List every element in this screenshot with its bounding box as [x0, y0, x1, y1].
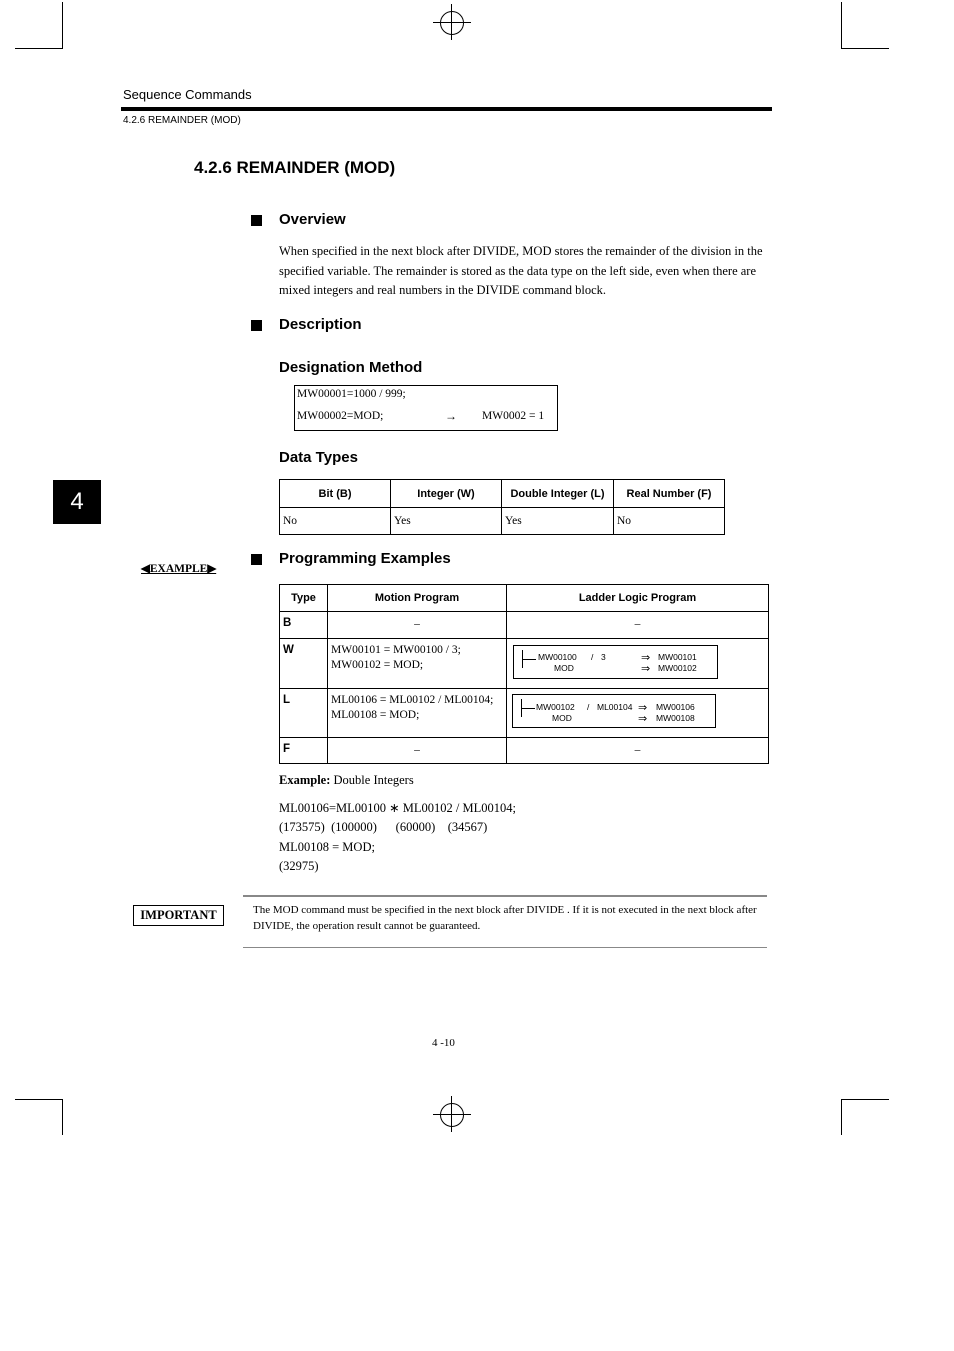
- designation-result: MW0002 = 1: [482, 410, 545, 422]
- table-row: [280, 689, 769, 738]
- description-heading: Description: [279, 316, 362, 333]
- example-label-rest: Double Integers: [333, 773, 414, 787]
- ladder-cell: [507, 639, 769, 689]
- double-arrow-icon: ⇒: [638, 713, 648, 725]
- programming-heading: Programming Examples: [279, 550, 451, 567]
- table-cell: Yes: [391, 508, 502, 535]
- ladder-cell: –: [507, 738, 769, 764]
- type-cell: F: [280, 738, 328, 764]
- crop-mark: [841, 1099, 842, 1135]
- important-label: IMPORTANT: [133, 905, 224, 926]
- registration-mark-bottom: [440, 1103, 464, 1127]
- motion-cell: –: [328, 612, 507, 639]
- example-tag: ◀EXAMPLE▶: [141, 563, 217, 575]
- square-bullet-icon: [251, 215, 262, 226]
- ladder-operand: ML00104: [597, 702, 633, 712]
- registration-mark-top: [440, 11, 464, 35]
- crop-mark: [15, 48, 63, 49]
- table-cell: No: [614, 508, 725, 535]
- section-title: 4.2.6 REMAINDER (MOD): [194, 158, 396, 177]
- ladder-output: MW00108: [656, 713, 695, 723]
- designation-box: [294, 385, 558, 431]
- ladder-output: MW00101: [658, 652, 697, 662]
- example-line-4: (32975): [279, 859, 319, 873]
- motion-line: ML00106 = ML00102 / ML00104;: [331, 694, 494, 706]
- important-rule-top: [243, 895, 767, 897]
- column-header: Ladder Logic Program: [507, 585, 769, 612]
- example-label: Example:: [279, 773, 331, 787]
- ladder-operand: MW00102: [536, 702, 575, 712]
- crop-mark: [841, 48, 889, 49]
- double-arrow-icon: ⇒: [641, 652, 651, 664]
- important-text: The MOD command must be specified in the next block after DIVIDE . If it is not executed in the next block after DIVIDE, the operation result cannot be guaranteed.: [253, 904, 757, 932]
- crop-mark: [15, 1099, 63, 1100]
- motion-line: MW00101 = MW00100 / 3;: [331, 644, 461, 656]
- data-types-heading: Data Types: [279, 449, 358, 466]
- crop-mark: [841, 1099, 889, 1100]
- example-line-2: (173575) (100000) (60000) (34567): [279, 820, 488, 834]
- column-header: Integer (W): [391, 480, 502, 508]
- ladder-rung: [521, 708, 535, 709]
- arrow-right-icon: →: [445, 409, 457, 423]
- crop-mark: [62, 2, 63, 48]
- column-header: Double Integer (L): [502, 480, 614, 508]
- crop-mark: [433, 22, 471, 23]
- running-header: Sequence Commands: [123, 87, 252, 102]
- motion-line: MW00102 = MOD;: [331, 659, 424, 671]
- important-rule-bottom: [243, 947, 767, 948]
- designation-heading: Designation Method: [279, 359, 423, 376]
- ladder-rung: [522, 659, 536, 660]
- type-cell: W: [280, 639, 328, 689]
- table-row: [280, 612, 769, 639]
- overview-heading: Overview: [279, 211, 346, 228]
- column-header: Bit (B): [280, 480, 391, 508]
- ladder-mod: MOD: [554, 663, 574, 673]
- ladder-diagram: [513, 645, 718, 679]
- motion-cell: [328, 639, 507, 689]
- ladder-divide: /: [591, 652, 594, 662]
- ladder-cell: –: [507, 612, 769, 639]
- example-line-1: ML00106=ML00100 ∗ ML00102 / ML00104;: [279, 801, 516, 815]
- example-caption: [279, 773, 414, 788]
- ladder-mod: MOD: [552, 713, 572, 723]
- crop-mark: [841, 2, 842, 48]
- table-cell: Yes: [502, 508, 614, 535]
- double-arrow-icon: ⇒: [638, 702, 648, 714]
- ladder-output: MW00106: [656, 702, 695, 712]
- motion-cell: –: [328, 738, 507, 764]
- table-cell: No: [280, 508, 391, 535]
- designation-line-1: MW00001=1000 / 999;: [297, 388, 406, 400]
- table-row: [280, 738, 769, 764]
- square-bullet-icon: [251, 554, 262, 565]
- crop-mark: [62, 1099, 63, 1135]
- table-row: [280, 639, 769, 689]
- ladder-operand: 3: [601, 652, 606, 662]
- running-subheader: 4.2.6 REMAINDER (MOD): [123, 115, 241, 126]
- example-line-3: ML00108 = MOD;: [279, 840, 375, 854]
- chapter-tab: 4: [53, 480, 101, 524]
- header-rule: [121, 107, 772, 111]
- column-header: Motion Program: [328, 585, 507, 612]
- column-header: Type: [280, 585, 328, 612]
- ladder-divide: /: [587, 702, 590, 712]
- square-bullet-icon: [251, 320, 262, 331]
- double-arrow-icon: ⇒: [641, 663, 651, 675]
- column-header: Real Number (F): [614, 480, 725, 508]
- type-cell: L: [280, 689, 328, 738]
- data-types-table: [279, 479, 725, 535]
- designation-line-2: MW00002=MOD;: [297, 410, 384, 422]
- programming-table: [279, 584, 769, 764]
- ladder-operand: MW00100: [538, 652, 577, 662]
- type-cell: B: [280, 612, 328, 639]
- motion-line: ML00108 = MOD;: [331, 709, 420, 721]
- crop-mark: [433, 1114, 471, 1115]
- overview-text: When specified in the next block after DIVIDE, MOD stores the remainder of the division in the specified variable. The remainder is stored as the data type on the left side, even when there are mixed integers and real numbers in the DIVIDE command block.: [279, 244, 763, 297]
- ladder-cell: [507, 689, 769, 738]
- page-number: 4 -10: [432, 1037, 455, 1049]
- motion-cell: [328, 689, 507, 738]
- ladder-output: MW00102: [658, 663, 697, 673]
- ladder-diagram: [512, 694, 716, 728]
